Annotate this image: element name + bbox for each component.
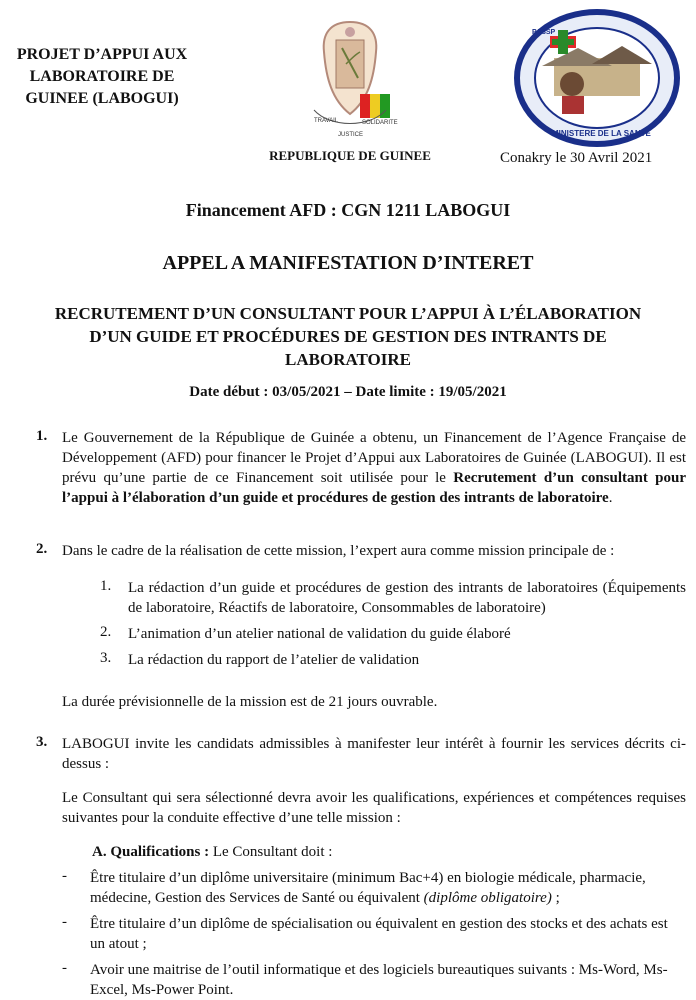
mission-item-number: 2.	[100, 624, 112, 640]
section-1-end: .	[608, 490, 613, 506]
mission-item-number: 1.	[100, 578, 112, 594]
bullet-dash: -	[62, 960, 67, 976]
financing-reference: Financement AFD : CGN 1211 LABOGUI	[185, 200, 511, 220]
section-1-text: Le Gouvernement de la République de Guinée a obtenu, un Financement de l’Agence Française de Développement (AFD) pour financer le Projet d’Appui aux Laboratoires de Guinée (LABOGUI). Il est prévu qu’une partie de ce Financement soit utilisée pour le	[62, 430, 686, 486]
section-number-3: 3.	[36, 734, 48, 750]
section-number-1: 1.	[36, 428, 48, 444]
section-2-intro: Dans le cadre de la réalisation de cette mission, l’expert aura comme mission principale de :	[62, 543, 615, 559]
mission-item-text: La rédaction d’un guide et procédures de gestion des intrants de laboratoires (Équipements de laboratoire, Réactifs de laboratoire, Consommables de laboratoire)	[128, 580, 686, 616]
svg-text:MINISTERE DE LA SANTE: MINISTERE DE LA SANTE	[552, 129, 651, 138]
mission-item-text: L’animation d’un atelier national de validation du guide élaboré	[128, 626, 511, 642]
qualifications-heading	[92, 844, 332, 861]
section-1-paragraph	[62, 428, 686, 508]
guinea-coat-of-arms-emblem	[300, 18, 400, 146]
qualification-end: ;	[551, 890, 560, 906]
section-3-intro: LABOGUI invite les candidats admissibles à manifester leur intérêt à fournir les services décrits ci-dessus :	[62, 736, 686, 772]
emblem-motto-solidarite: SOLIDARITE	[362, 120, 398, 126]
place-and-date: Conakry le 30 Avril 2021	[500, 150, 653, 166]
qualification-item: Être titulaire d’un diplôme de spécialisation ou équivalent en gestion des stocks et des achats est un atout ;	[90, 916, 668, 952]
qualification-item: Avoir une maitrise de l’outil informatique et des logiciels bureautiques suivants : Ms-Word, Ms-Excel, Ms-Power Point.	[90, 962, 668, 998]
republic-name: REPUBLIQUE DE GUINEE	[269, 148, 431, 163]
bullet-dash: -	[62, 914, 67, 930]
consultant-requirements: Le Consultant qui sera sélectionné devra avoir les qualifications, expériences et compétences requises suivantes pour la conduite effective d’une telle mission :	[62, 790, 686, 826]
qualifications-label: A. Qualifications :	[92, 844, 210, 860]
section-1-bold-text: Recrutement d’un consultant pour l’appui à l’élaboration d’un guide et procédures de gestion des intrants de laboratoire	[62, 470, 686, 506]
organization-name: PROJET D’APPUI AUX LABORATOIRE DE GUINEE (LABOGUI)	[16, 46, 188, 107]
qualification-text: Être titulaire d’un diplôme universitaire (minimum Bac+4) en biologie médicale, pharmacie, médecine, Gestion des Services de Santé ou équivalent	[90, 870, 646, 906]
mission-item-number: 3.	[100, 650, 112, 666]
mission-duration: La durée prévisionnelle de la mission est de 21 jours ouvrable.	[62, 694, 438, 710]
section-number-2: 2.	[36, 541, 48, 557]
svg-text:PASSP: PASSP	[532, 29, 556, 36]
emblem-motto-travail: TRAVAIL	[314, 118, 339, 124]
mission-item-text: La rédaction du rapport de l’atelier de validation	[128, 652, 420, 668]
bullet-dash: -	[62, 868, 67, 884]
call-for-interest-title: APPEL A MANIFESTATION D’INTERET	[162, 252, 534, 274]
application-dates: Date début : 03/05/2021 – Date limite : 19/05/2021	[189, 384, 507, 400]
qualifications-intro: Le Consultant doit :	[209, 844, 333, 860]
qualification-item	[90, 868, 686, 908]
recruitment-subject: RECRUTEMENT D’UN CONSULTANT POUR L’APPUI À L’ÉLABORATION D’UN GUIDE ET PROCÉDURES DE GESTION DES INTRANTS DE LABORATOIRE	[54, 304, 642, 369]
qualification-mandatory-note: (diplôme obligatoire)	[423, 890, 552, 906]
emblem-motto-justice: JUSTICE	[338, 132, 364, 138]
ministry-health-seal	[512, 8, 682, 148]
